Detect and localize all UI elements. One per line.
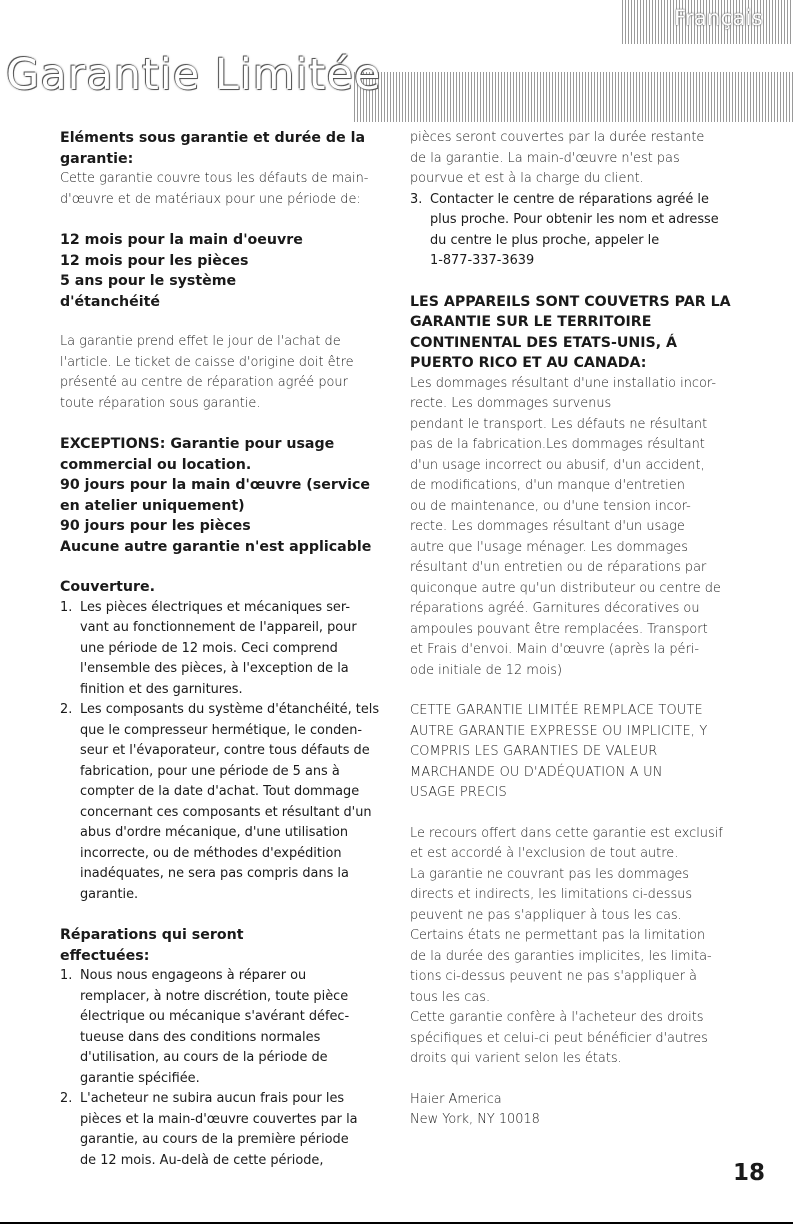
coverage-intro: Cette garantie couvre tous les défauts de main- d'œuvre et de matériaux pour une période de: xyxy=(60,171,369,207)
language-label: Français xyxy=(674,6,763,30)
list-item: 2. L'acheteur ne subira aucun frais pour les pièces et la main-d'œuvre couvertes par la garantie, au cours de la première période de 12 mois. Au-delà de cette période, xyxy=(60,1091,358,1168)
territory-heading: LES APPAREILS SONT COUVETRS PAR LA GARANTIE SUR LE TERRITOIRE CONTINENTAL DES ETATS-UNIS, Á PUERTO RICO ET AU CANADA: xyxy=(410,293,731,371)
footer-rule xyxy=(0,1222,793,1224)
language-tab xyxy=(622,0,793,44)
company-address: Haier America New York, NY 10018 xyxy=(410,1091,540,1127)
repairs-list xyxy=(60,966,390,1171)
left-column xyxy=(60,128,390,1171)
warranty-terms: 12 mois pour la main d'oeuvre 12 mois pour les pièces 5 ans pour le système d'étanchéité xyxy=(60,232,303,310)
replaces-warranty-paragraph: CETTE GARANTIE LIMITÉE REMPLACE TOUTE AUTRE GARANTIE EXPRESSE OU IMPLICITE, Y COMPRIS LES GARANTIES DE VALEUR MARCHANDE OU D'ADÉQUATION A UN USAGE PRECIS xyxy=(410,703,708,800)
list-item: 2. Les composants du système d'étanchéité, tels que le compresseur hermétique, le conden- seur et l'évaporateur, contre tous défauts de fabrication, pour une période de 5 ans à compter de la date d'achat. Tout dommage concernant ces composants et résultant d'un abus d'ordre mécanique, d'une utilisation incorrecte, ou de méthodes d'expédition inadéquates, ne sera pas compris dans la garantie. xyxy=(60,702,380,902)
list-item: 1. Les pièces électriques et mécaniques ser- vant au fonctionnement de l'appareil, pour une période de 12 mois. Ceci comprend l'ensemble des pièces, à l'exception de la finition et des garnitures. xyxy=(60,599,357,697)
exceptions-block: EXCEPTIONS: Garantie pour usage commercial ou location. 90 jours pour la main d'œuvre (service en atelier uniquement) 90 jours pour les pièces Aucune autre garantie n'est applicable xyxy=(60,436,372,555)
page-number: 18 xyxy=(733,1160,766,1186)
right-column xyxy=(410,128,793,1131)
repairs-heading: Réparations qui seront effectuées: xyxy=(60,927,244,964)
list-item: 3. Contacter le centre de réparations agréé le plus proche. Pour obtenir les nom et adresse du centre le plus proche, appeler le 1-877-337-3639 xyxy=(410,191,719,268)
repairs-list-continued xyxy=(410,190,793,272)
list-item: 1. Nous nous engageons à réparer ou remplacer, à notre discrétion, toute pièce électrique ou mécanique s'avérant défec- tueuse dans des conditions normales d'utilisation, au cours de la période de garantie spécifiée. xyxy=(60,968,350,1086)
exclusions-paragraph: Les dommages résultant d'une installatio incor- recte. Les dommages survenus pendant le transport. Les défauts ne résultant pas de la fabrication.Les dommages résultant d'un usage incorrect ou abusif, d'un accident, de modifications, d'un manque d'entretien ou de maintenance, ou d'une tension incor- recte. Les dommages résultant d'un usage autre que l'usage ménager. Les dommages résultant d'un entretien ou de réparations par quiconque autre qu'un distributeur ou centre de réparations agréé. Garnitures décoratives ou ampoules pouvant être remplacées. Transport et Frais d'envoi. Main d'œuvre (après la péri- ode initiale de 12 mois) xyxy=(410,375,721,678)
coverage-heading: Couverture. xyxy=(60,579,156,595)
recourse-paragraph: Le recours offert dans cette garantie est exclusif et est accordé à l'exclusion de tout autre. La garantie ne couvrant pas les dommages directs et indirects, les limitations ci-dessus peuvent ne pas s'appliquer à tous les cas. Certains états ne permettant pas la limitation de la durée des garanties implicites, les limita- tions ci-dessus peuvent ne pas s'appliquer à tous les cas. Cette garantie confère à l'acheteur des droits spécifiques et celui-ci peut bénéficier d'autres droits qui varient selon les états. xyxy=(410,825,723,1066)
coverage-duration-heading: Eléments sous garantie et durée de la garantie: xyxy=(60,130,366,167)
page-title: Garantie Limitée xyxy=(6,50,382,100)
repairs-continuation: pièces seront couvertes par la durée restante de la garantie. La main-d'œuvre n'est pas pourvue et est à la charge du client. xyxy=(410,130,705,186)
effective-date-paragraph: La garantie prend effet le jour de l'achat de l'article. Le ticket de caisse d'origine doit être présenté au centre de réparation agréé pour toute réparation sous garantie. xyxy=(60,334,354,411)
coverage-list xyxy=(60,598,390,906)
